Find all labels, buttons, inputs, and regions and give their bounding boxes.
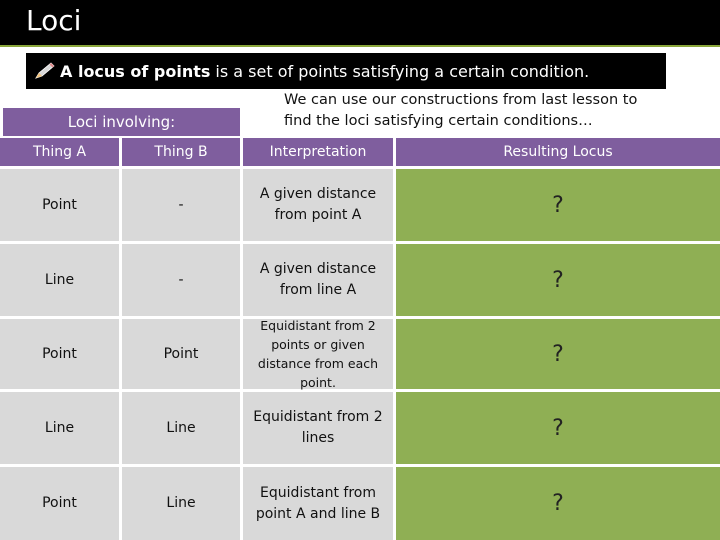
row5-thing-a: Point xyxy=(0,467,119,540)
row2-thing-a: Line xyxy=(0,244,119,316)
row4-interpretation: Equidistant from 2 lines xyxy=(243,392,393,464)
row4-result: ? xyxy=(396,392,720,464)
title-bar xyxy=(0,0,720,47)
row1-thing-b: - xyxy=(122,169,240,241)
row3-thing-b: Point xyxy=(122,319,240,389)
pencil-icon xyxy=(34,62,56,80)
header-resulting-locus: Resulting Locus xyxy=(396,138,720,166)
row1-interpretation: A given distance from point A xyxy=(243,169,393,241)
row3-interpretation: Equidistant from 2 points or given distance from each point. xyxy=(243,319,393,389)
row3-thing-a: Point xyxy=(0,319,119,389)
row2-interpretation: A given distance from line A xyxy=(243,244,393,316)
row2-thing-b: - xyxy=(122,244,240,316)
definition-text: is a set of points satisfying a certain condition. xyxy=(215,61,590,81)
row2-result: ? xyxy=(396,244,720,316)
row1-result: ? xyxy=(396,169,720,241)
definition-box xyxy=(26,53,666,89)
header-thing-b: Thing B xyxy=(122,138,240,166)
row4-thing-a: Line xyxy=(0,392,119,464)
header-thing-a: Thing A xyxy=(0,138,119,166)
row5-result: ? xyxy=(396,467,720,540)
row3-result: ? xyxy=(396,319,720,389)
row5-interpretation: Equidistant from point A and line B xyxy=(243,467,393,540)
constructions-note: We can use our constructions from last lesson to find the loci satisfying certain conditions… xyxy=(284,92,638,129)
loci-involving-label: Loci involving: xyxy=(3,108,240,136)
header-interpretation: Interpretation xyxy=(243,138,393,166)
slide-title: Loci xyxy=(26,4,82,37)
row4-thing-b: Line xyxy=(122,392,240,464)
row1-thing-a: Point xyxy=(0,169,119,241)
definition-term: A locus of points xyxy=(60,61,211,81)
row5-thing-b: Line xyxy=(122,467,240,540)
